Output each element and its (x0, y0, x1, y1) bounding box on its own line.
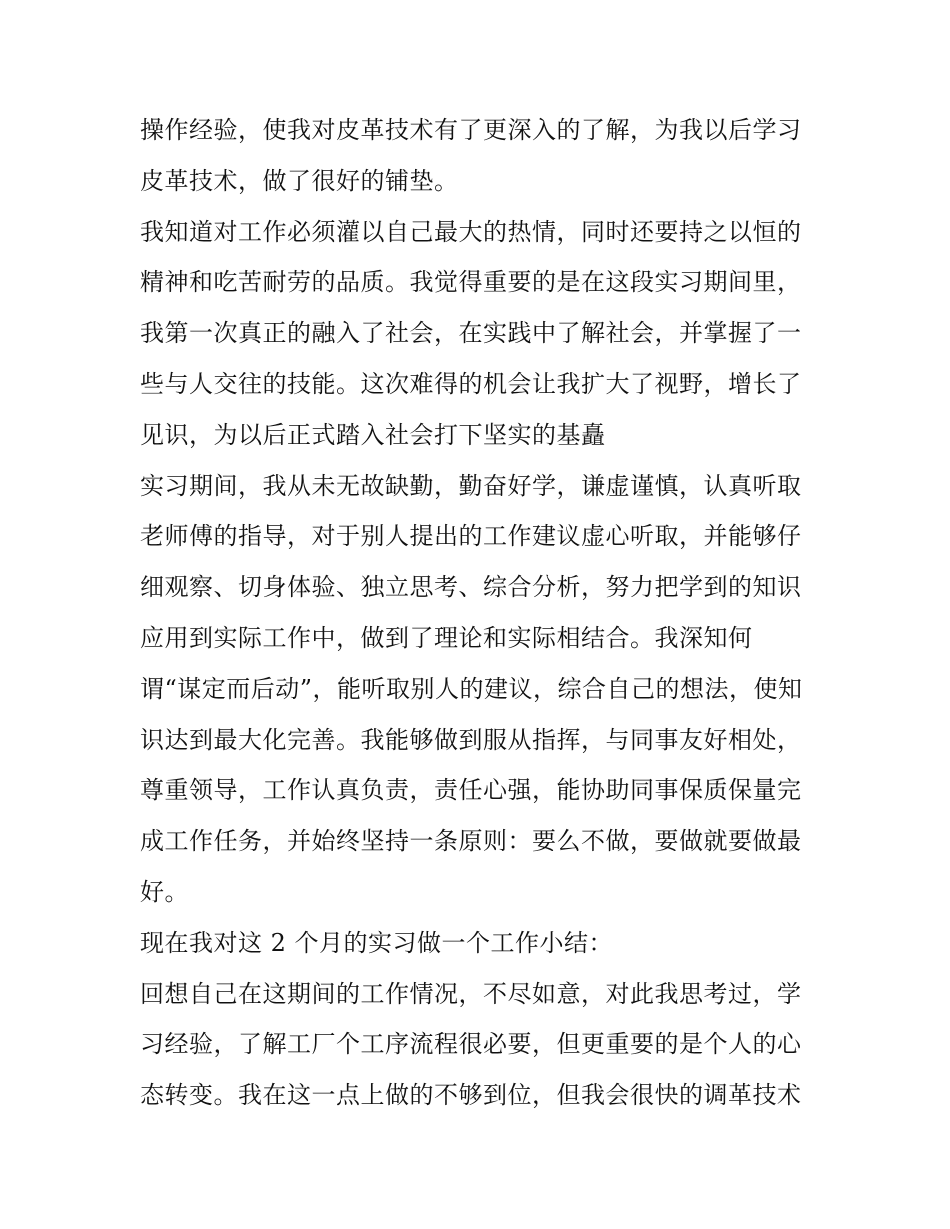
text-line: 操作经验，使我对皮革技术有了更深入的了解，为我以后学习 (140, 116, 802, 144)
text-line: 现在我对这 2 个月的实习做一个工作小结： (140, 928, 614, 957)
text-line: 尊重领导，工作认真负责，责任心强，能协助同事保质保量完 (140, 776, 802, 805)
document-body (140, 105, 830, 1121)
text-line: 态转变。我在这一点上做的不够到位，但我会很快的调革技术 (140, 1081, 802, 1110)
text-line: 习经验，了解工厂个工序流程很必要，但更重要的是个人的心 (140, 1030, 802, 1059)
text-line: 实习期间，我从未无故缺勤，勤奋好学，谦虚谨慎，认真听取 (140, 471, 802, 500)
text-line: 成工作任务，并始终坚持一条原则：要么不做，要做就要做最 (140, 827, 802, 856)
text-line: 回想自己在这期间的工作情况，不尽如意，对此我思考过，学 (140, 979, 802, 1008)
text-line: 细观察、切身体验、独立思考、综合分析，努力把学到的知识 (140, 573, 802, 602)
text-line: 精神和吃苦耐劳的品质。我觉得重要的是在这段实习期间里， (140, 268, 802, 297)
text-line: 见识，为以后正式踏入社会打下坚实的基矗 (140, 420, 606, 449)
text-line: 谓“谋定而后动”，能听取别人的建议，综合自己的想法，使知 (140, 674, 803, 703)
text-line: 好。 (140, 877, 189, 906)
text-line: 老师傅的指导，对于别人提出的工作建议虚心听取，并能够仔 (140, 522, 802, 551)
text-line: 皮革技术，做了很好的铺垫。 (140, 166, 459, 195)
text-line: 我第一次真正的融入了社会，在实践中了解社会，并掌握了一 (140, 319, 802, 348)
text-line: 我知道对工作必须灌以自己最大的热情，同时还要持之以恒的 (140, 217, 802, 246)
text-line: 应用到实际工作中，做到了理论和实际相结合。我深知何 (140, 623, 753, 652)
text-line: 识达到最大化完善。我能够做到服从指挥，与同事友好相处， (140, 725, 802, 754)
text-line: 些与人交往的技能。这次难得的机会让我扩大了视野，增长了 (140, 369, 802, 398)
